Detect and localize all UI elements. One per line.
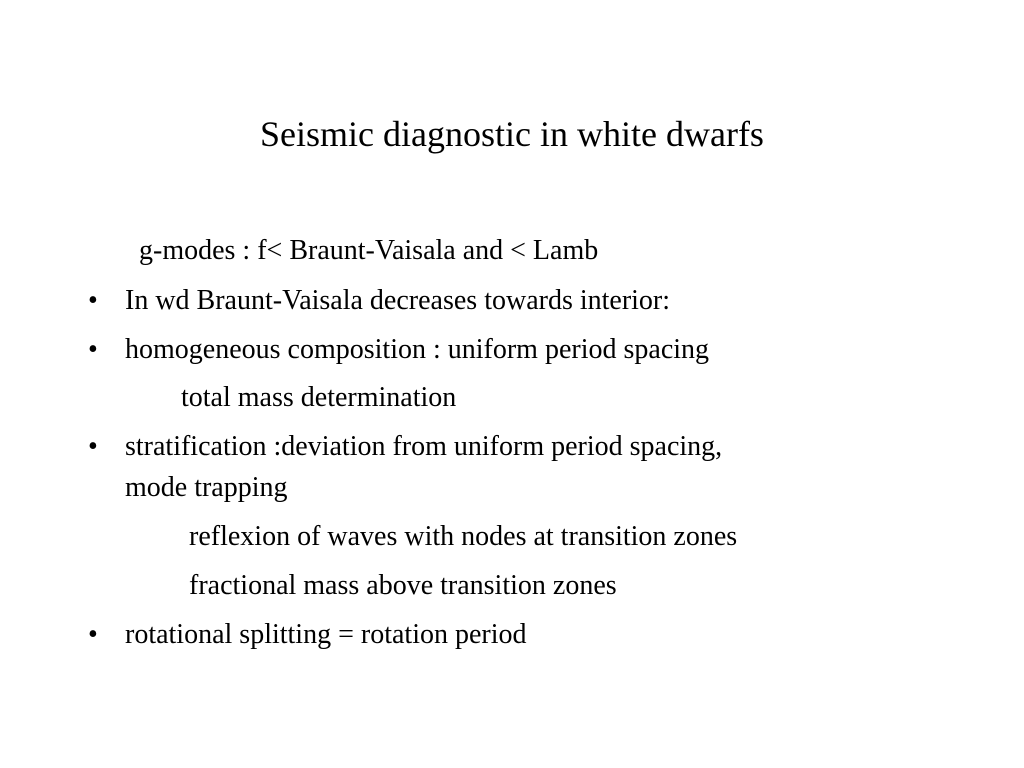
bullet-marker: •	[88, 334, 98, 365]
intro-line: g-modes : f< Braunt-Vaisala and < Lamb	[139, 235, 599, 266]
bullet-marker: •	[88, 285, 98, 316]
bullet-item: homogeneous composition : uniform period spacing	[125, 334, 710, 365]
bullet-item: In wd Braunt-Vaisala decreases towards interior:	[125, 285, 671, 316]
slide-title: Seismic diagnostic in white dwarfs	[260, 114, 764, 154]
sub-line: fractional mass above transition zones	[189, 570, 617, 601]
bullet-marker: •	[88, 431, 98, 462]
bullet-marker: •	[88, 619, 98, 650]
sub-line: total mass determination	[181, 382, 457, 413]
bullet-item: stratification :deviation from uniform period spacing,	[125, 431, 723, 462]
bullet-item: rotational splitting = rotation period	[125, 619, 527, 650]
sub-line: reflexion of waves with nodes at transition zones	[189, 521, 738, 552]
bullet-item-continuation: mode trapping	[125, 472, 288, 503]
